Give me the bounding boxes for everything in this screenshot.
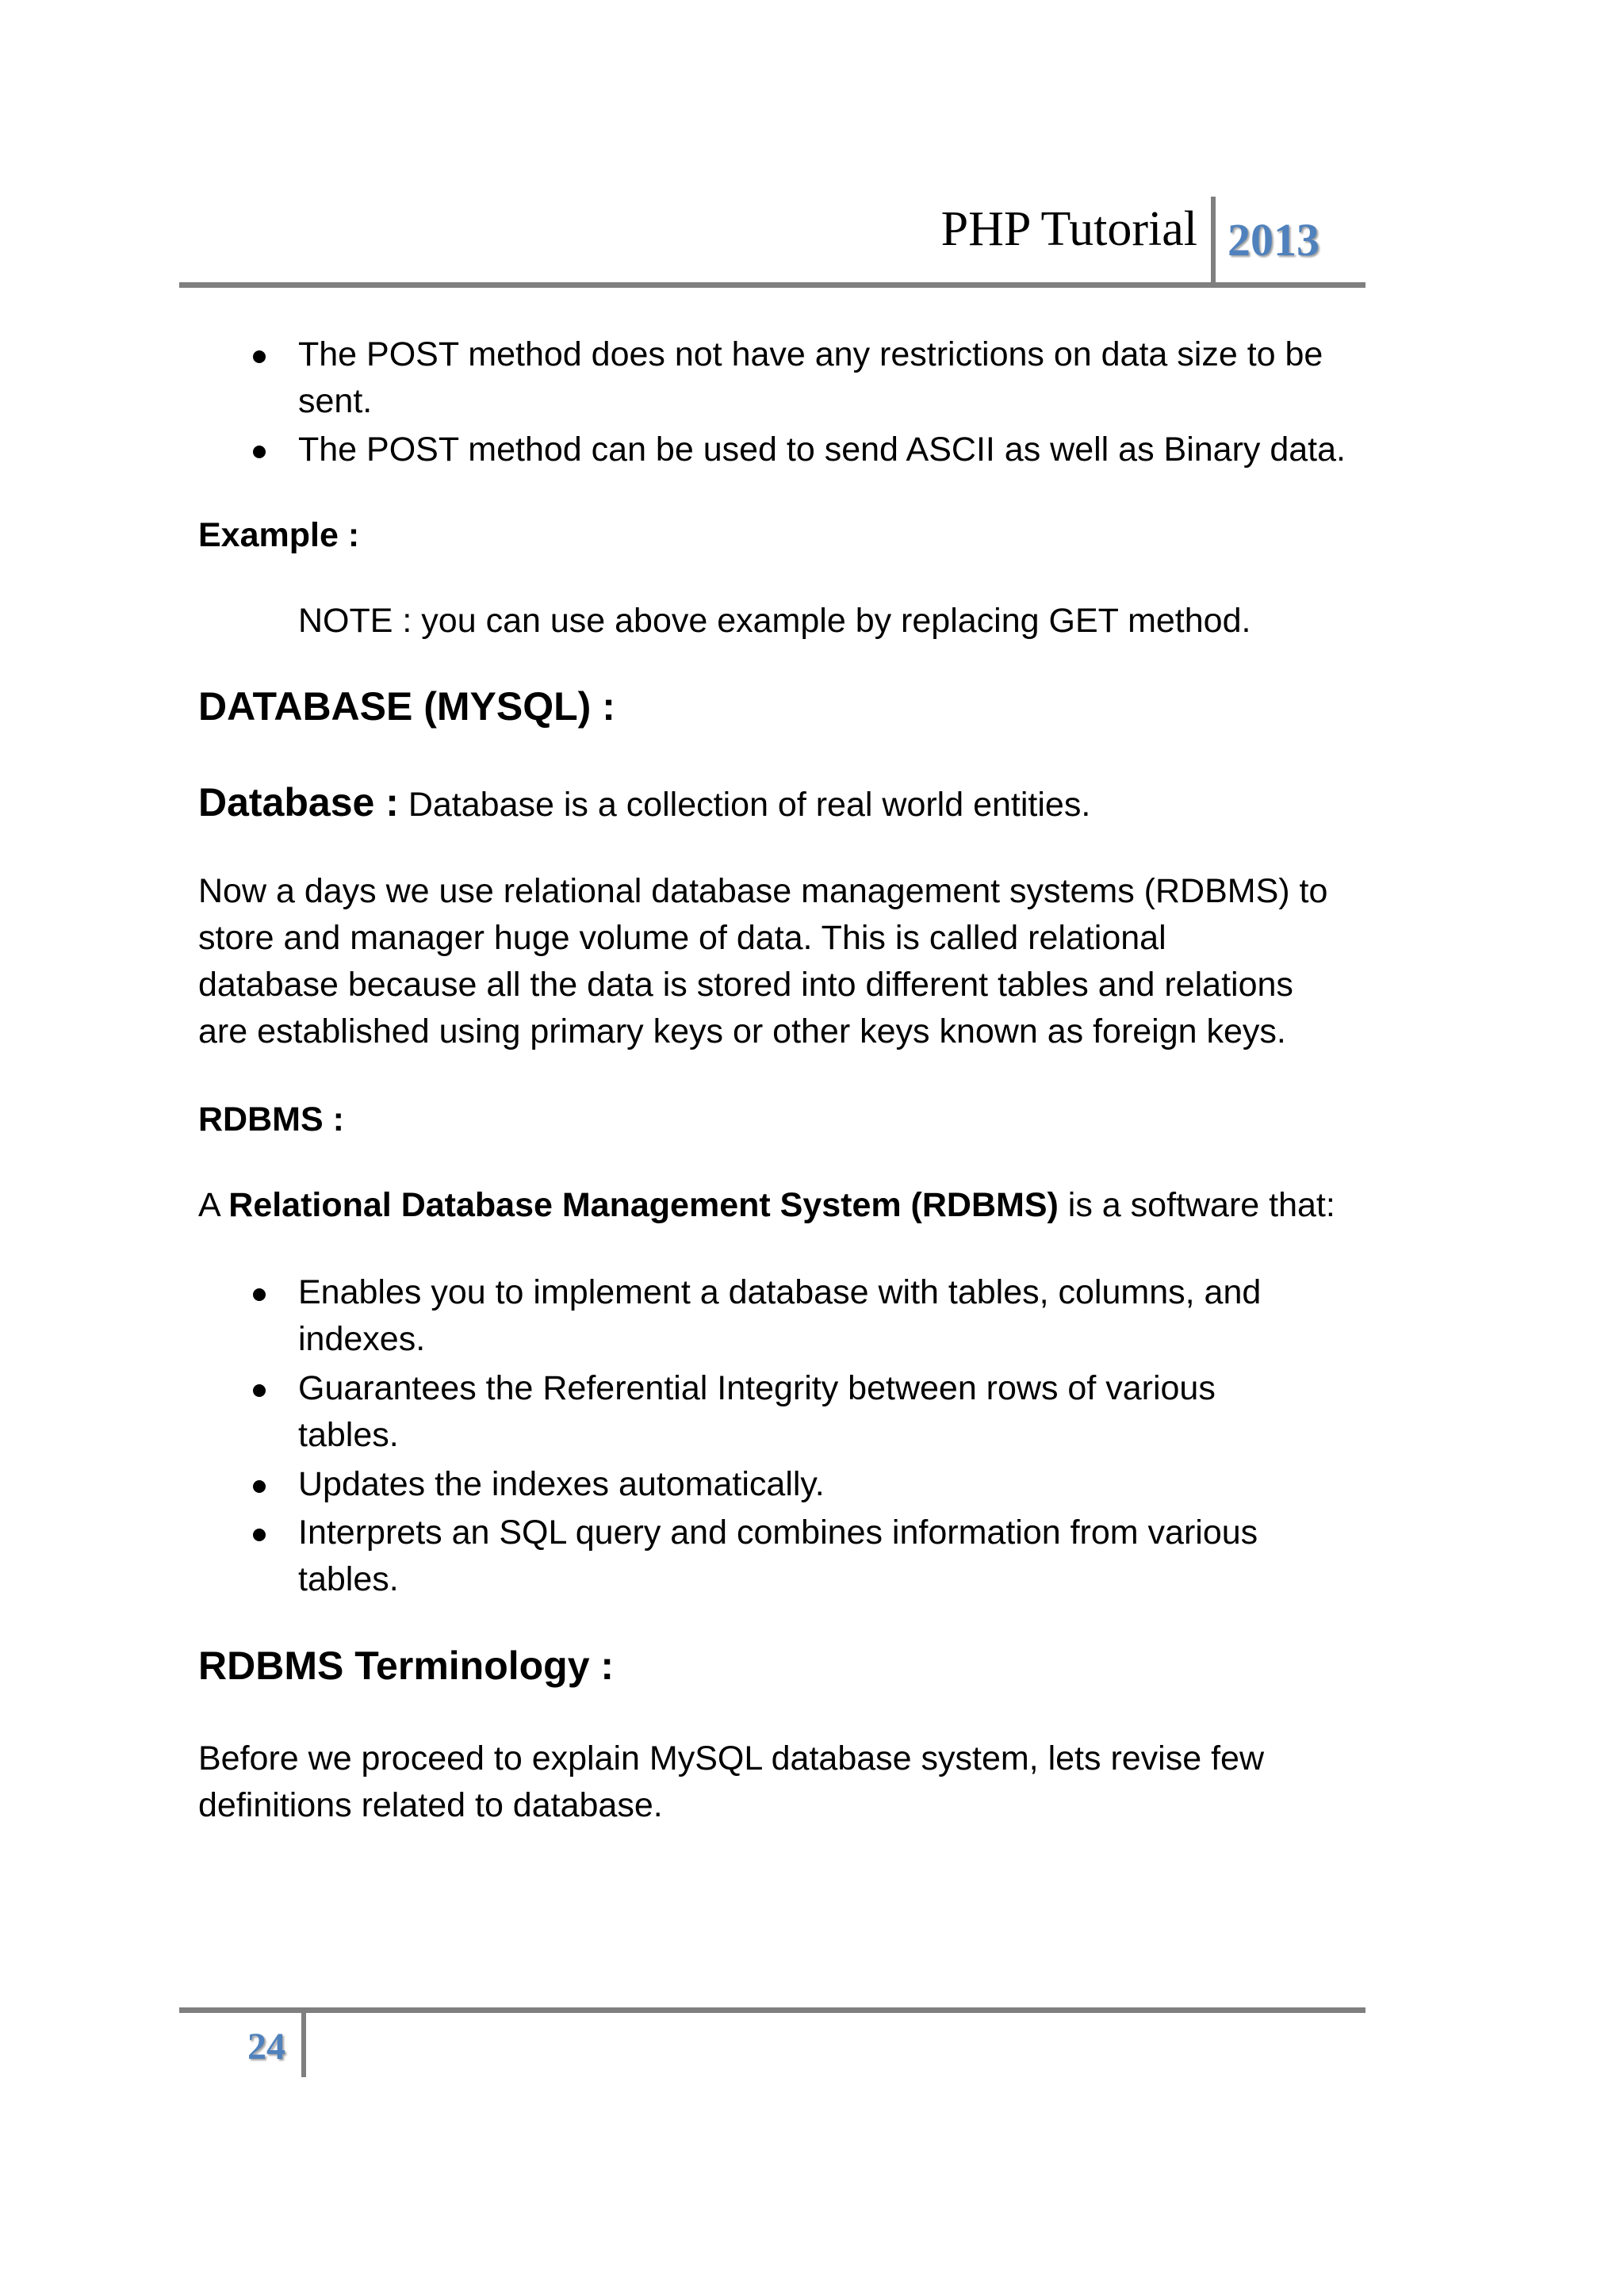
bullet-icon — [253, 1384, 266, 1397]
rdbms-paragraph-line4: are established using primary keys or other keys known as foreign keys. — [198, 1012, 1286, 1050]
rdbms-paragraph-line3: database because all the data is stored into different tables and relations — [198, 966, 1293, 1004]
example-label: Example : — [198, 516, 360, 554]
page-number: 24 — [247, 2026, 285, 2068]
rdbms-bullet-1-line2: indexes. — [298, 1320, 426, 1358]
rdbms-intro-suffix: is a software that: — [1058, 1186, 1335, 1224]
rdbms-bullet-1-line1: Enables you to implement a database with tables, columns, and — [298, 1273, 1262, 1311]
rdbms-bullet-4-line2: tables. — [298, 1560, 399, 1598]
rdbms-intro-prefix: A — [198, 1186, 229, 1224]
header-year: 2013 — [1228, 214, 1320, 266]
database-term: Database : — [198, 780, 399, 825]
database-definition — [198, 779, 1090, 828]
running-header-title: PHP Tutorial — [940, 202, 1197, 256]
note-text: NOTE : you can use above example by replacing GET method. — [298, 602, 1251, 640]
header-rule — [179, 282, 1365, 288]
rdbms-bullet-2-line1: Guarantees the Referential Integrity between rows of various — [298, 1369, 1216, 1407]
terminology-heading: RDBMS Terminology : — [198, 1644, 615, 1688]
rdbms-intro — [198, 1182, 1335, 1229]
post-bullet-1-line2: sent. — [298, 382, 373, 420]
rdbms-bullet-4-line1: Interprets an SQL query and combines information from various — [298, 1513, 1258, 1552]
database-heading: DATABASE (MYSQL) : — [198, 684, 615, 729]
bullet-icon — [253, 1480, 266, 1493]
rdbms-bullet-2-line2: tables. — [298, 1416, 399, 1454]
database-definition-text: Database is a collection of real world entities. — [398, 786, 1091, 824]
rdbms-intro-term: Relational Database Management System (RDBMS) — [228, 1186, 1059, 1224]
rdbms-bullet-3-line1: Updates the indexes automatically. — [298, 1465, 825, 1503]
post-bullet-2-line1: The POST method can be used to send ASCII as well as Binary data. — [298, 430, 1346, 469]
footer-divider — [301, 2012, 306, 2077]
terminology-paragraph-line1: Before we proceed to explain MySQL database system, lets revise few — [198, 1739, 1265, 1777]
bullet-icon — [253, 350, 266, 363]
post-bullet-1-line1: The POST method does not have any restrictions on data size to be — [298, 335, 1323, 373]
rdbms-label: RDBMS : — [198, 1100, 344, 1138]
rdbms-paragraph-line2: store and manager huge volume of data. This is called relational — [198, 919, 1166, 957]
bullet-icon — [253, 446, 266, 458]
bullet-icon — [253, 1529, 266, 1541]
header-divider — [1211, 197, 1216, 285]
bullet-icon — [253, 1288, 266, 1301]
terminology-paragraph-line2: definitions related to database. — [198, 1786, 663, 1824]
footer-rule — [179, 2007, 1365, 2013]
rdbms-paragraph-line1: Now a days we use relational database management systems (RDBMS) to — [198, 872, 1328, 910]
